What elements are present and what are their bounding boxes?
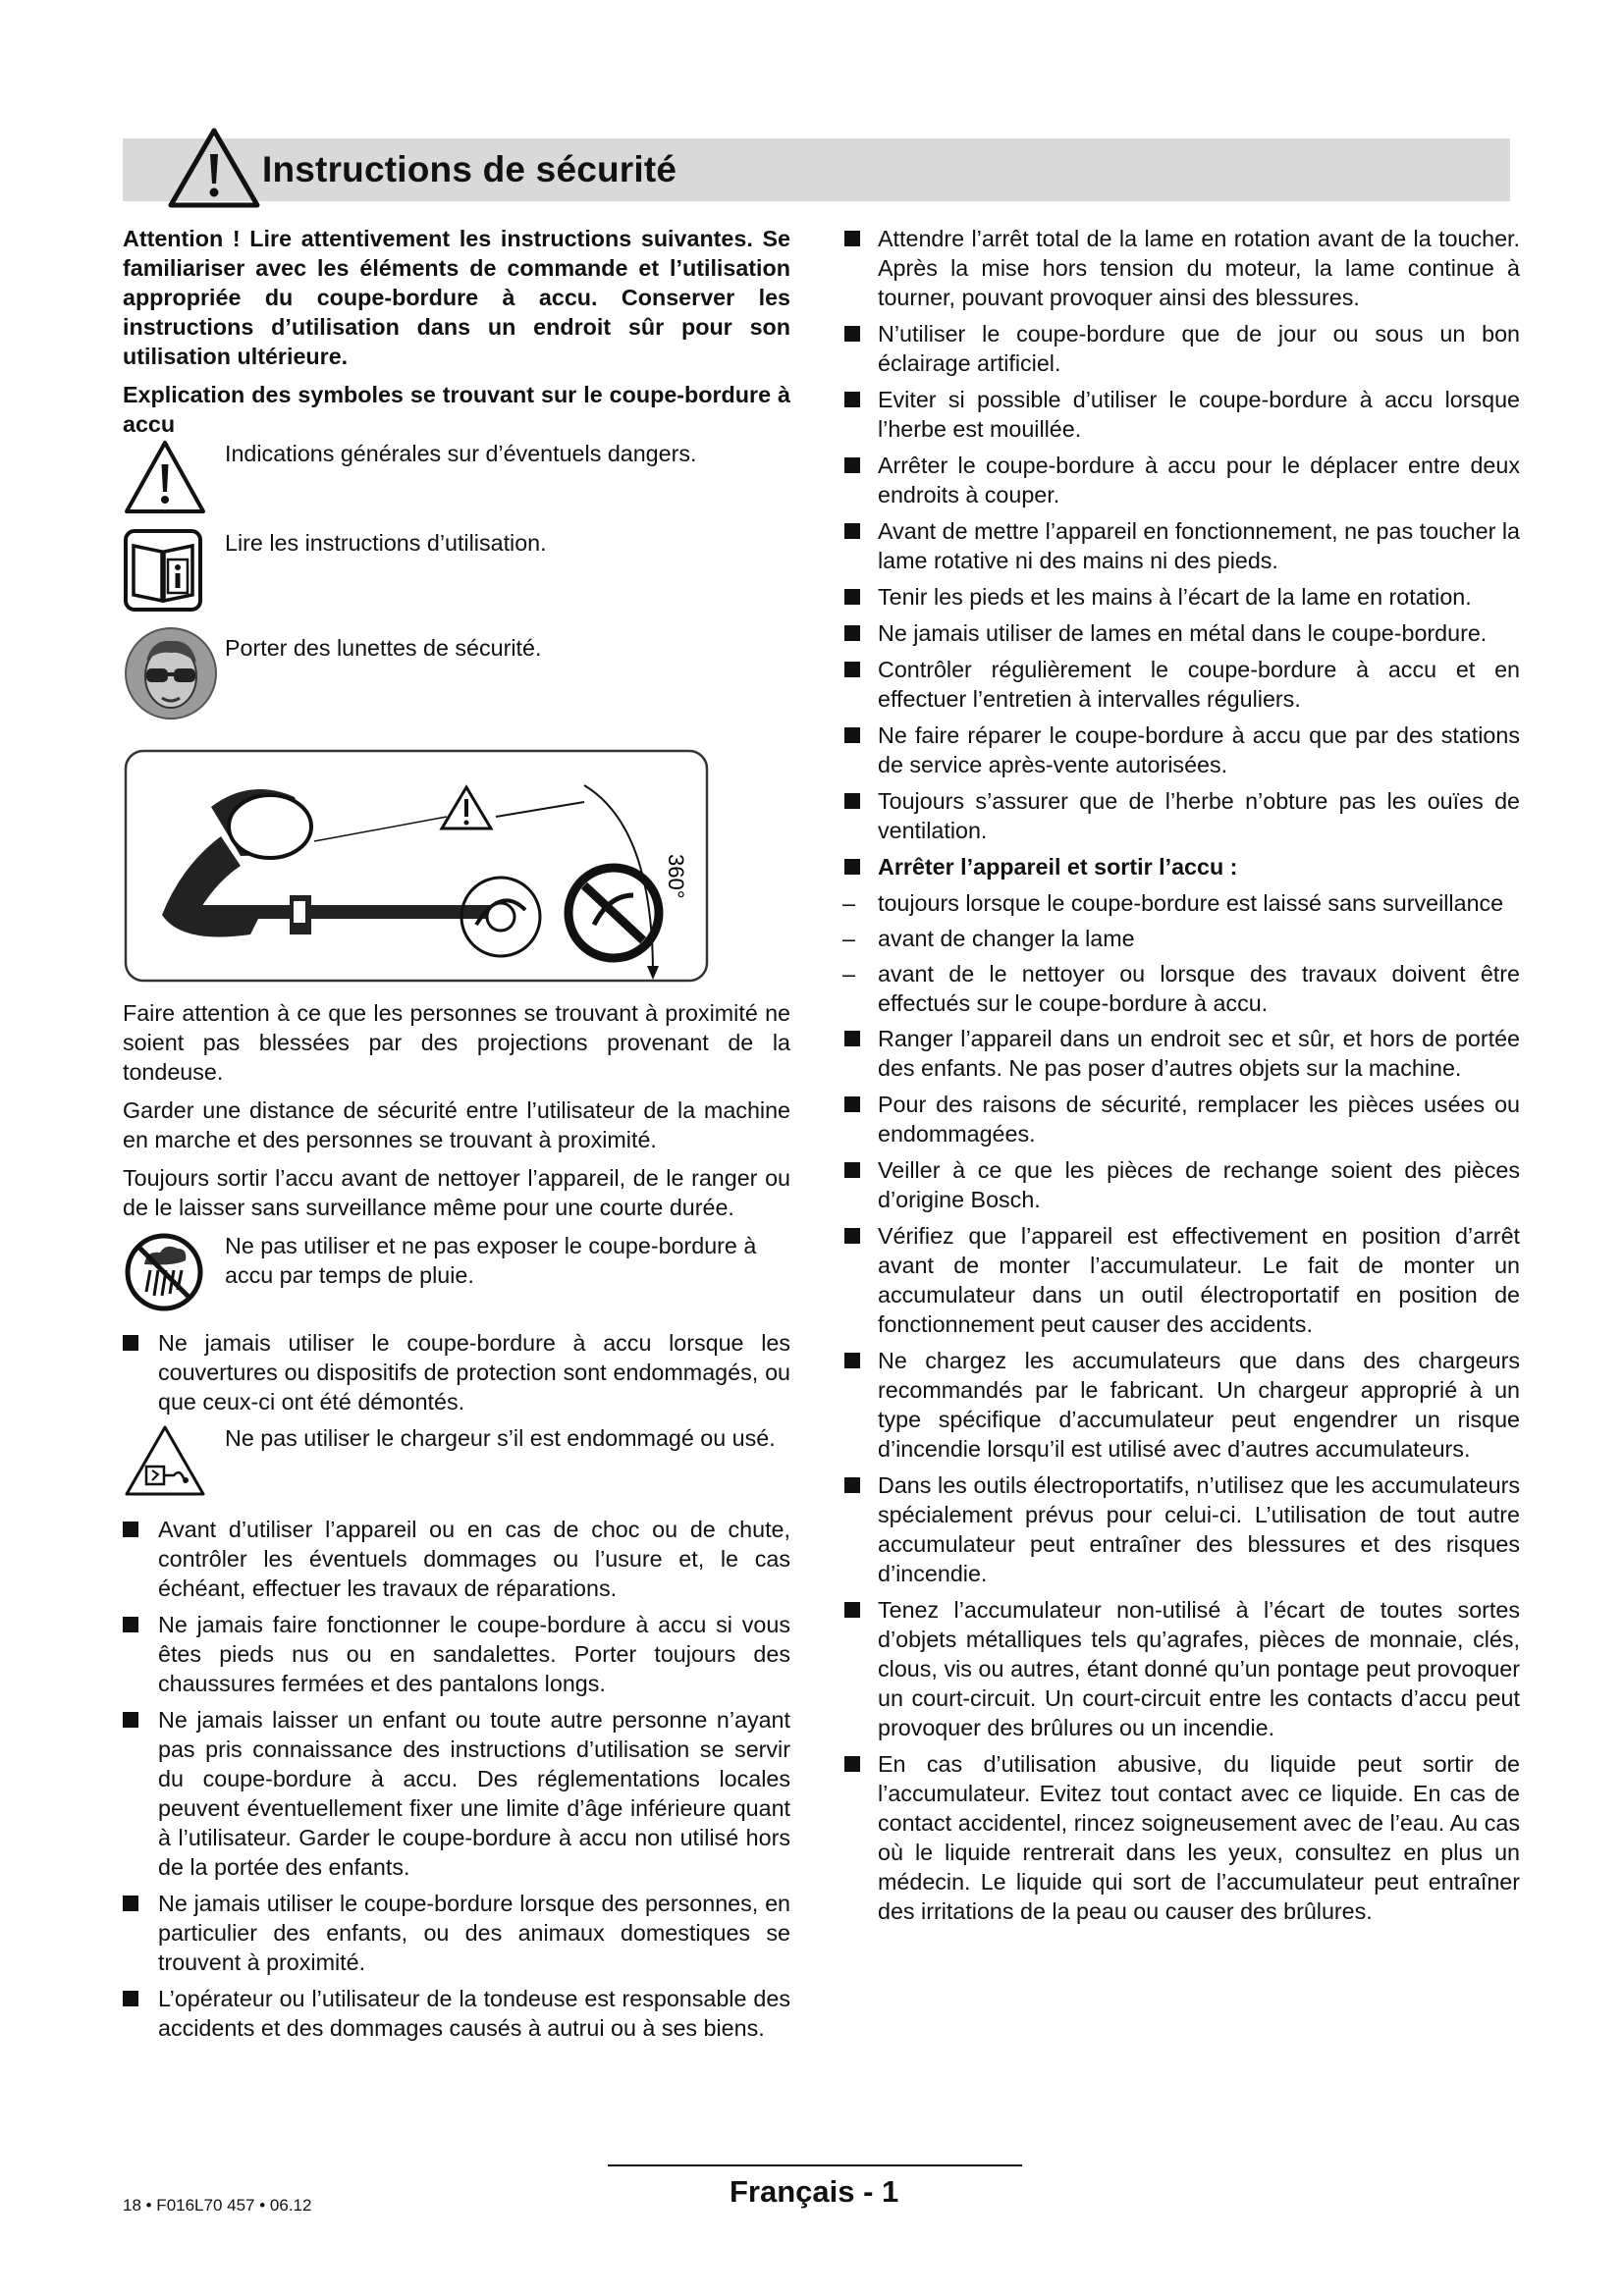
symbol-charger [123,1423,790,1503]
trimmer-safety-figure [123,748,710,984]
dash-item-3: – avant de le nettoyer ou lorsque des travaux doivent être effectués sur le coupe-bordure à accu. [842,959,1520,1018]
para-projections: Faire attention à ce que les personnes se trouvant à proximité ne soient pas blessées par des projections provenant de la tondeuse. [123,1000,790,1085]
bullet-right-15: Ne chargez les accumulateurs que dans des chargeurs recommandés par le fabricant. Un chargeur approprié à un type spécifique d’accumulateur peut engendrer un risque d’incendie lorsqu’il est utilisé avec d’autres accumulateurs. [842,1346,1520,1464]
bullet-right-3: Eviter si possible d’utiliser le coupe-bordure à accu lorsque l’herbe est mouillée. [842,385,1520,444]
bullet-left-5: L’opérateur ou l’utilisateur de la tondeuse est responsable des accidents et des dommages causés à autrui ou à ses biens. [123,1984,790,2043]
bullet-right-10: Toujours s’assurer que de l’herbe n’obture pas les ouïes de ventilation. [842,786,1520,845]
bullet-left-3: Ne jamais laisser un enfant ou toute autre personne n’ayant pas pris connaissance des instructions d’utilisation se servir du coupe-bordure à accu. Des réglementations locales peuvent éventuellement fixer une limite d’âge inférieure quant à l’utilisateur. Garder le coupe-bordure à accu non utilisé hors de la portée des enfants. [123,1705,790,1882]
page-title: Instructions de sécurité [262,149,677,189]
para-remove-battery: Toujours sortir l’accu avant de nettoyer l’appareil, de le ranger ou de le laisser sans surveillance même pour une courte durée. [123,1165,790,1220]
symbol-danger-text: Indications générales sur d’éventuels dangers. [225,441,697,466]
symbol-goggles [123,625,790,726]
section-header [123,138,1510,201]
bullet-right-2: N’utiliser le coupe-bordure que de jour ou sous un bon éclairage artificiel. [842,319,1520,378]
symbol-rain [123,1231,790,1318]
bullet-right-17: Tenez l’accumulateur non-utilisé à l’écart de toutes sortes d’objets métalliques tels qu’agrafes, pièces de monnaie, clés, clous, vis ou autres, étant donné qu’un pontage peut provoquer un court-circuit. Un court-circuit entre les contacts d’accu peut provoquer des brûlures ou un incendie. [842,1595,1520,1742]
footer-rule [608,2164,1022,2166]
bullet-right-18: En cas d’utilisation abusive, du liquide peut sortir de l’accumulateur. Evitez tout contact avec ce liquide. En cas de contact accidentel, rincez soigneusement avec de l’eau. Au cas où le liquide rentrerait dans les yeux, consultez en plus un médecin. Le liquide qui sort de l’accumulateur peut entraîner des irritations de la peau ou causer des brûlures. [842,1749,1520,1926]
bullet-right-13: Veiller à ce que les pièces de rechange soient des pièces d’origine Bosch. [842,1155,1520,1214]
bullet-right-16: Dans les outils électroportatifs, n’utilisez que les accumulateurs spécialement prévus pour celui-ci. L’utilisation de tout autre accumulateur peut entraîner des blessures et des risques d’incendie. [842,1470,1520,1588]
dash-item-1: – toujours lorsque le coupe-bordure est laissé sans surveillance [842,888,1520,918]
damaged-charger-icon [123,1423,207,1498]
intro-warning: Attention ! Lire attentivement les instructions suivantes. Se familiariser avec les éléments de commande et l’utilisation appropriée du coupe-bordure à accu. Conserver les instructions d’utilisation dans un endroit sûr pour son utilisation ultérieure. [123,226,790,369]
para-distance: Garder une distance de sécurité entre l’utilisateur de la machine en marche et des personnes se trouvant à proximité. [123,1097,790,1152]
symbol-danger [123,439,790,520]
footer-doc-ref: 18 • F016L70 457 • 06.12 [123,2196,312,2215]
figure-360-label: 360° [664,854,688,899]
bullet-left-1: Avant d’utiliser l’appareil ou en cas de choc ou de chute, contrôler les éventuels dommages ou l’usure et, le cas échéant, effectuer les travaux de réparations. [123,1515,790,1603]
symbol-goggles-text: Porter des lunettes de sécurité. [225,635,542,661]
warning-triangle-icon [167,127,261,209]
right-column [842,224,1520,1933]
bullet-right-5: Avant de mettre l’appareil en fonctionnement, ne pas toucher la lame rotative ni des mains ni des pieds. [842,516,1520,575]
bullet-right-7: Ne jamais utiliser de lames en métal dans le coupe-bordure. [842,618,1520,648]
footer-page-label: Français - 1 [730,2174,899,2209]
symbol-manual [123,528,790,619]
bullet-covers: Ne jamais utiliser le coupe-bordure à accu lorsque les couvertures ou dispositifs de protection sont endommagés, ou que ceux-ci ont été démontés. [123,1328,790,1416]
no-rain-icon [123,1231,205,1313]
bullet-right-11: Ranger l’appareil dans un endroit sec et sûr, et hors de portée des enfants. Ne pas poser d’autres objets sur la machine. [842,1024,1520,1083]
bullet-right-1: Attendre l’arrêt total de la lame en rotation avant de la toucher. Après la mise hors tension du moteur, la lame continue à tourner, pouvant provoquer ainsi des blessures. [842,224,1520,312]
symbol-manual-text: Lire les instructions d’utilisation. [225,530,547,556]
bullet-right-12: Pour des raisons de sécurité, remplacer les pièces usées ou endommagées. [842,1090,1520,1148]
bullet-right-14: Vérifiez que l’appareil est effectivement en position d’arrêt avant de monter l’accumulateur. Le fait de monter un accumulateur dans un outil électroportatif en position de fonctionnement peut causer des accidents. [842,1221,1520,1339]
bullet-right-6: Tenir les pieds et les mains à l’écart de la lame en rotation. [842,582,1520,612]
dash-item-2: – avant de changer la lame [842,924,1520,953]
symbols-heading: Explication des symboles se trouvant sur le coupe-bordure à accu [123,382,790,437]
warning-triangle-icon [123,439,207,515]
charger-text: Ne pas utiliser le chargeur s’il est endommagé ou usé. [225,1425,776,1451]
bullet-right-8: Contrôler régulièrement le coupe-bordure à accu et en effectuer l’entretien à intervalles réguliers. [842,655,1520,714]
safety-goggles-icon [123,625,219,721]
left-column [123,224,790,2050]
bullet-right-4: Arrêter le coupe-bordure à accu pour le déplacer entre deux endroits à couper. [842,451,1520,509]
manual-book-icon [123,528,207,614]
bullet-left-4: Ne jamais utiliser le coupe-bordure lorsque des personnes, en particulier des enfants, ou des animaux domestiques se trouvent à proximité. [123,1889,790,1977]
rain-text: Ne pas utiliser et ne pas exposer le coupe-bordure à accu par temps de pluie. [225,1233,757,1288]
bullet-left-2: Ne jamais faire fonctionner le coupe-bordure à accu si vous êtes pieds nus ou en sandalettes. Porter toujours des chaussures fermées et des pantalons longs. [123,1610,790,1698]
bullet-right-9: Ne faire réparer le coupe-bordure à accu que par des stations de service après-vente autorisées. [842,721,1520,779]
stop-heading: Arrêter l’appareil et sortir l’accu : [842,852,1520,881]
